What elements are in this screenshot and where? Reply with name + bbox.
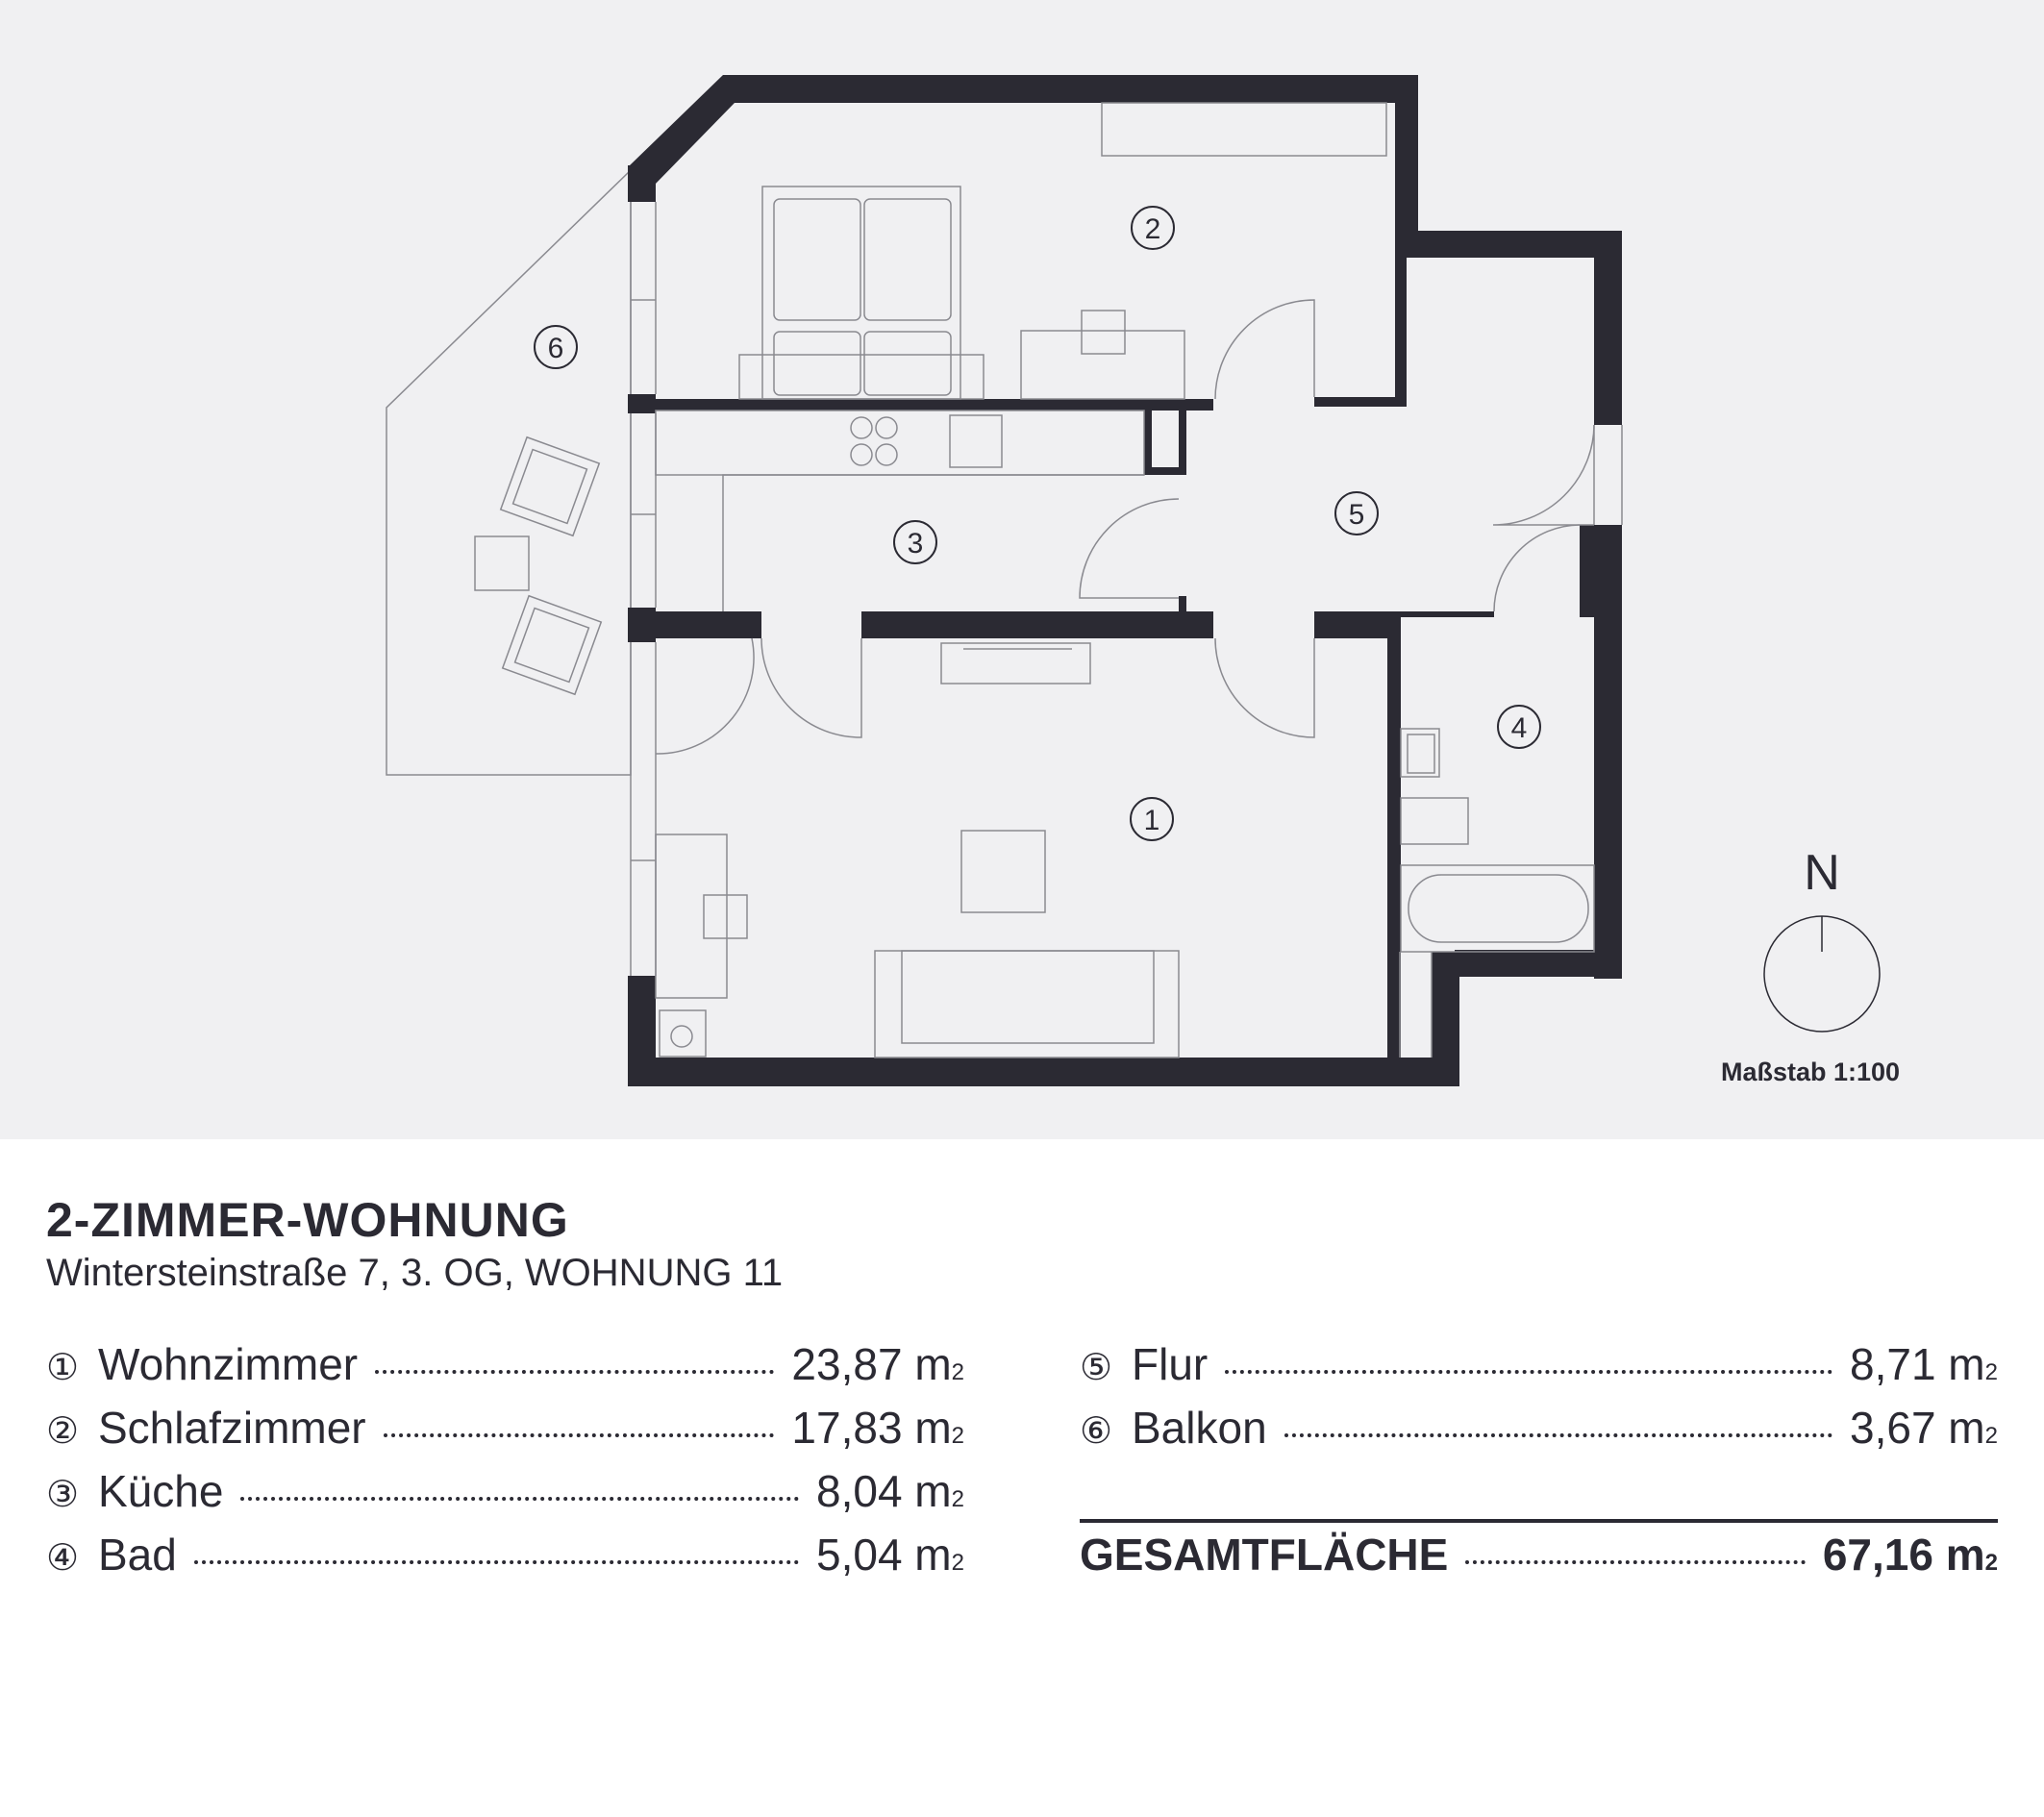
room-marker-4: [1498, 706, 1540, 748]
total-area: 67,16 m: [1822, 1530, 1985, 1580]
room-name: Balkon: [1132, 1403, 1267, 1453]
room-number-marker: ②: [46, 1411, 80, 1452]
dot-leader: [1284, 1433, 1832, 1437]
compass-north-label: N: [1804, 845, 1840, 901]
svg-text:3: 3: [907, 528, 924, 560]
total-divider: [1080, 1519, 1998, 1523]
room-area: 17,83 m: [791, 1403, 952, 1453]
dot-leader: [1465, 1560, 1806, 1564]
room-marker-5: [1335, 492, 1378, 535]
room-area: 5,04 m: [816, 1530, 952, 1580]
svg-text:1: 1: [1143, 805, 1160, 836]
dot-leader: [194, 1560, 799, 1564]
room-area: 8,04 m: [816, 1466, 952, 1516]
room-row-kueche: ③ Küche 8,04 m 2: [46, 1466, 964, 1516]
room-row-bad: ④ Bad 5,04 m 2: [46, 1530, 964, 1580]
room-row-wohnzimmer: ① Wohnzimmer 23,87 m 2: [46, 1339, 964, 1389]
room-area: 3,67 m: [1850, 1403, 1985, 1453]
dot-leader: [1225, 1370, 1832, 1374]
room-name: Schlafzimmer: [98, 1403, 366, 1453]
room-number-marker: ⑥: [1080, 1411, 1113, 1452]
room-marker-1: [1131, 798, 1173, 840]
room-name: Flur: [1132, 1339, 1209, 1389]
total-area-row: GESAMTFLÄCHE 67,16 m 2: [1080, 1530, 1998, 1580]
room-row-balkon: ⑥ Balkon 3,67 m 2: [1080, 1403, 1998, 1453]
balcony-outline: [386, 170, 631, 775]
room-marker-2: [1132, 207, 1174, 249]
room-row-schlafzimmer: ② Schlafzimmer 17,83 m 2: [46, 1403, 964, 1453]
walls: [628, 75, 1622, 1086]
room-name: Küche: [98, 1466, 224, 1516]
room-area: 23,87 m: [791, 1339, 952, 1389]
room-list-left: [46, 1338, 964, 1592]
room-list-right: [1080, 1338, 1998, 1465]
svg-text:6: 6: [547, 333, 564, 364]
total-label: GESAMTFLÄCHE: [1080, 1530, 1449, 1580]
room-name: Wohnzimmer: [98, 1339, 359, 1389]
room-number-marker: ③: [46, 1475, 80, 1515]
scale-label: Maßstab 1:100: [1721, 1058, 1901, 1086]
room-marker-6: [535, 326, 577, 368]
room-area: 8,71 m: [1850, 1339, 1985, 1389]
room-row-flur: ⑤ Flur 8,71 m 2: [1080, 1339, 1998, 1389]
svg-text:4: 4: [1510, 712, 1528, 744]
compass-icon: [1764, 845, 1880, 1032]
svg-text:5: 5: [1348, 499, 1365, 531]
room-name: Bad: [98, 1530, 177, 1580]
dot-leader: [384, 1433, 775, 1437]
room-number-marker: ⑤: [1080, 1348, 1113, 1388]
room-number-marker: ①: [46, 1348, 80, 1388]
dot-leader: [375, 1370, 774, 1374]
page-title: 2-ZIMMER-WOHNUNG: [46, 1193, 569, 1247]
room-number-marker: ④: [46, 1538, 80, 1579]
room-marker-3: [894, 521, 936, 563]
dot-leader: [240, 1497, 799, 1501]
svg-text:2: 2: [1144, 213, 1161, 245]
address-subtitle: Wintersteinstraße 7, 3. OG, WOHNUNG 11: [46, 1252, 784, 1294]
doors: [656, 300, 1594, 754]
